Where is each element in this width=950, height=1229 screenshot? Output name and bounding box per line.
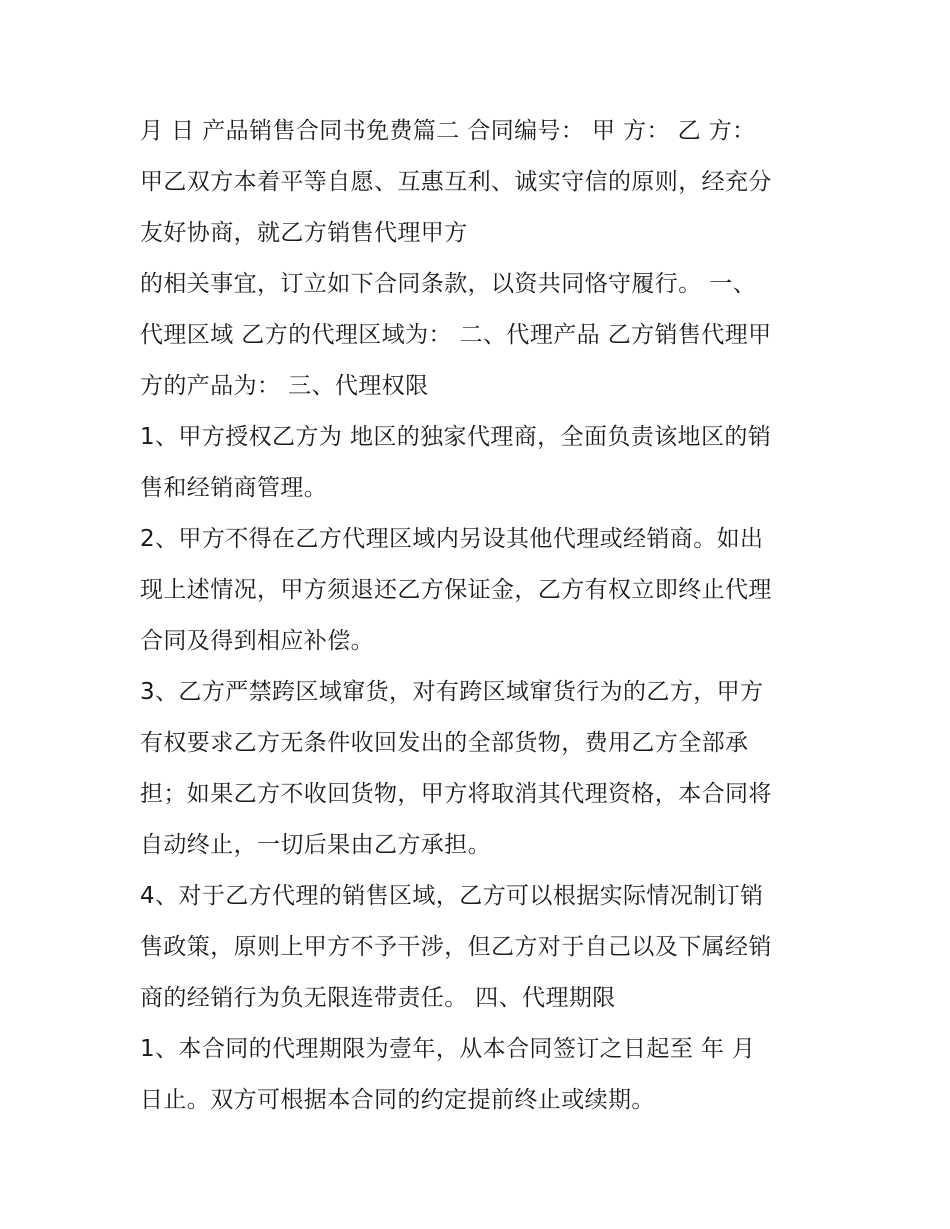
text-line-1: 月 日 产品销售合同书免费篇二 合同编号： 甲 方： 乙 方： bbox=[140, 118, 756, 144]
text-line-11: 合同及得到相应补偿。 bbox=[140, 628, 374, 654]
text-line-9: 2、甲方不得在乙方代理区域内另设其他代理或经销商。如出 bbox=[140, 526, 764, 552]
text-line-3: 友好协商，就乙方销售代理甲方 bbox=[140, 220, 468, 246]
text-line-13: 有权要求乙方无条件收回发出的全部货物，费用乙方全部承 bbox=[140, 730, 749, 756]
text-line-6: 方的产品为： 三、代理权限 bbox=[140, 373, 429, 399]
text-line-2: 甲乙双方本着平等自愿、互惠互利、诚实守信的原则，经充分 bbox=[140, 169, 772, 195]
text-line-16: 4、对于乙方代理的销售区域，乙方可以根据实际情况制订销 bbox=[140, 883, 764, 909]
text-line-20: 日止。双方可根据本合同的约定提前终止或续期。 bbox=[140, 1087, 655, 1113]
text-line-15: 自动终止，一切后果由乙方承担。 bbox=[140, 832, 491, 858]
text-line-7: 1、甲方授权乙方为 地区的独家代理商，全面负责该地区的销 bbox=[140, 424, 772, 450]
text-line-17: 售政策，原则上甲方不予干涉，但乙方对于自己以及下属经销 bbox=[140, 934, 772, 960]
text-line-18: 商的经销行为负无限连带责任。 四、代理期限 bbox=[140, 985, 616, 1011]
text-line-12: 3、乙方严禁跨区域窜货，对有跨区域窜货行为的乙方，甲方 bbox=[140, 679, 764, 705]
text-line-10: 现上述情况，甲方须退还乙方保证金，乙方有权立即终止代理 bbox=[140, 577, 772, 603]
text-line-5: 代理区域 乙方的代理区域为： 二、代理产品 乙方销售代理甲 bbox=[140, 322, 772, 348]
text-line-14: 担；如果乙方不收回货物，甲方将取消其代理资格，本合同将 bbox=[140, 781, 772, 807]
text-line-4: 的相关事宜，订立如下合同条款，以资共同恪守履行。 一、 bbox=[140, 271, 757, 297]
text-line-19: 1、本合同的代理期限为壹年，从本合同签订之日起至 年 月 bbox=[140, 1036, 756, 1062]
contract-body bbox=[140, 106, 830, 1126]
text-line-8: 售和经销商管理。 bbox=[140, 475, 328, 501]
